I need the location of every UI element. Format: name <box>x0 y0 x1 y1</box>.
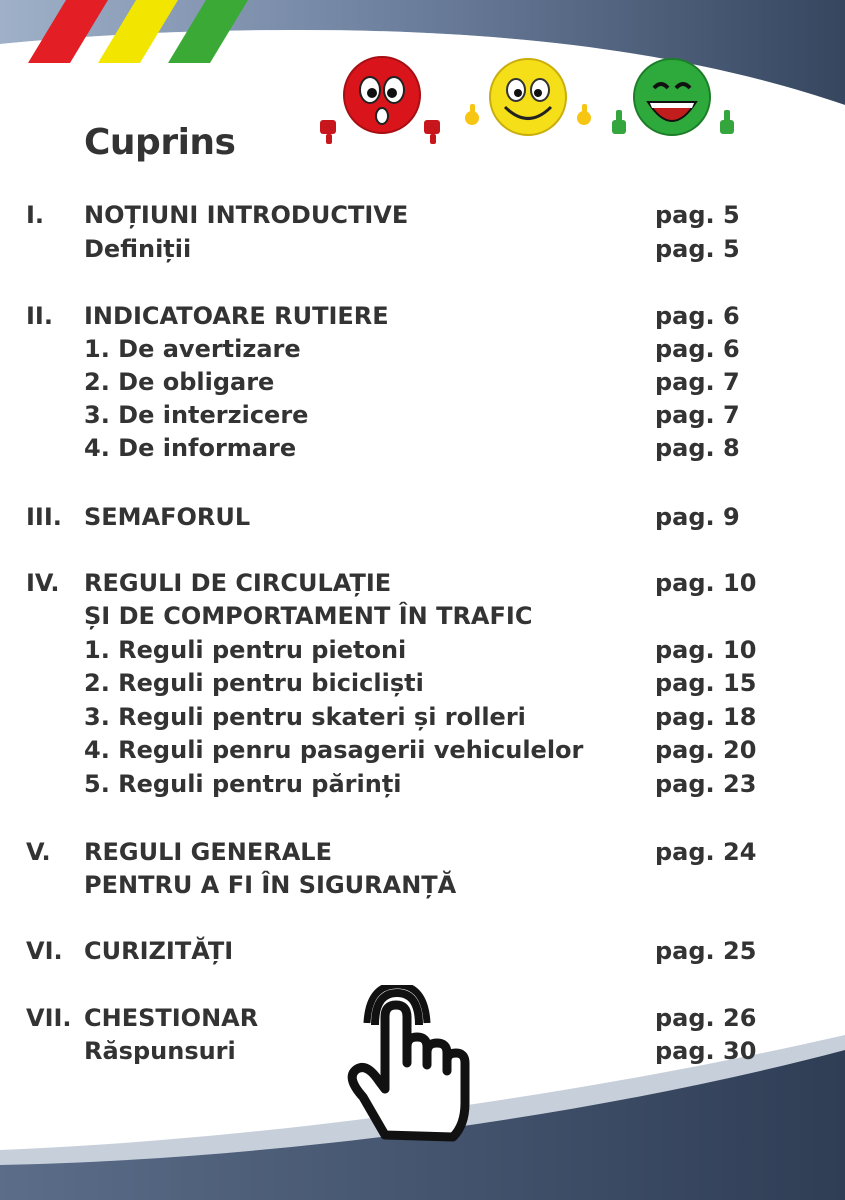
toc-label: NOȚIUNI INTRODUCTIVE <box>84 201 409 229</box>
toc-label: INDICATOARE RUTIERE <box>84 302 389 330</box>
toc-entry-4-continued <box>0 599 845 633</box>
toc-label: SEMAFORUL <box>84 503 251 531</box>
toc-label: 5. Reguli pentru părinți <box>84 770 402 798</box>
toc-label: 1. Reguli pentru pietoni <box>84 636 407 664</box>
toc-label: 4. De informare <box>84 434 297 462</box>
toc-label: CURIZITĂȚI <box>84 937 234 965</box>
toc-number: VII. <box>26 1004 72 1032</box>
toc-entry-definitii[interactable] <box>0 232 845 266</box>
toc-page: pag. 23 <box>655 770 757 798</box>
toc-label: ȘI DE COMPORTAMENT ÎN TRAFIC <box>84 602 533 630</box>
toc-label: 3. De interzicere <box>84 401 309 429</box>
toc-label: PENTRU A FI ÎN SIGURANȚĂ <box>84 871 457 899</box>
toc-label: REGULI GENERALE <box>84 838 332 866</box>
toc-page: pag. 24 <box>655 838 757 866</box>
page-title: Cuprins <box>84 122 236 163</box>
toc-entry-2[interactable] <box>0 299 845 333</box>
toc-page: pag. 10 <box>655 636 757 664</box>
toc-entry-interzicere[interactable] <box>0 398 845 432</box>
toc-label: 3. Reguli pentru skateri și rolleri <box>84 703 526 731</box>
toc-number: IV. <box>26 569 60 597</box>
toc-entry-5[interactable] <box>0 835 845 869</box>
toc-page: pag. 26 <box>655 1004 757 1032</box>
toc-entry-biciclisti[interactable] <box>0 666 845 700</box>
toc-entry-3[interactable] <box>0 500 845 534</box>
toc-entry-1[interactable] <box>0 198 845 232</box>
toc-entry-avertizare[interactable] <box>0 332 845 366</box>
toc-page: pag. 5 <box>655 201 740 229</box>
toc-entry-4[interactable] <box>0 566 845 600</box>
toc-label: 2. Reguli pentru bicicliști <box>84 669 424 697</box>
toc-entry-parinti[interactable] <box>0 767 845 801</box>
toc-page: pag. 6 <box>655 335 740 363</box>
toc-page: pag. 7 <box>655 401 740 429</box>
toc-entry-informare[interactable] <box>0 431 845 465</box>
toc-label: 1. De avertizare <box>84 335 301 363</box>
toc-number: III. <box>26 503 62 531</box>
pointing-hand-icon <box>335 985 485 1145</box>
toc-page: pag. 6 <box>655 302 740 330</box>
toc-number: VI. <box>26 937 63 965</box>
toc-number: II. <box>26 302 53 330</box>
toc-page: pag. 5 <box>655 235 740 263</box>
toc-page: pag. 7 <box>655 368 740 396</box>
toc-page: pag. 30 <box>655 1037 757 1065</box>
toc-label: Definiții <box>84 235 192 263</box>
toc-page: pag. 10 <box>655 569 757 597</box>
toc-label: CHESTIONAR <box>84 1004 259 1032</box>
toc-entry-obligare[interactable] <box>0 365 845 399</box>
toc-page: pag. 15 <box>655 669 757 697</box>
toc-entry-5-continued <box>0 868 845 902</box>
toc-page: pag. 9 <box>655 503 740 531</box>
toc-label: 2. De obligare <box>84 368 275 396</box>
toc-entry-pasageri[interactable] <box>0 733 845 767</box>
toc-label: 4. Reguli penru pasagerii vehiculelor <box>84 736 584 764</box>
toc-label: REGULI DE CIRCULAȚIE <box>84 569 392 597</box>
toc-entry-pietoni[interactable] <box>0 633 845 667</box>
toc-page: pag. 25 <box>655 937 757 965</box>
toc-page: pag. 20 <box>655 736 757 764</box>
toc-number: I. <box>26 201 45 229</box>
toc-page: pag. 8 <box>655 434 740 462</box>
toc-number: V. <box>26 838 51 866</box>
toc-page: pag. 18 <box>655 703 757 731</box>
toc-entry-skateri[interactable] <box>0 700 845 734</box>
toc-label: Răspunsuri <box>84 1037 236 1065</box>
toc-entry-6[interactable] <box>0 934 845 968</box>
